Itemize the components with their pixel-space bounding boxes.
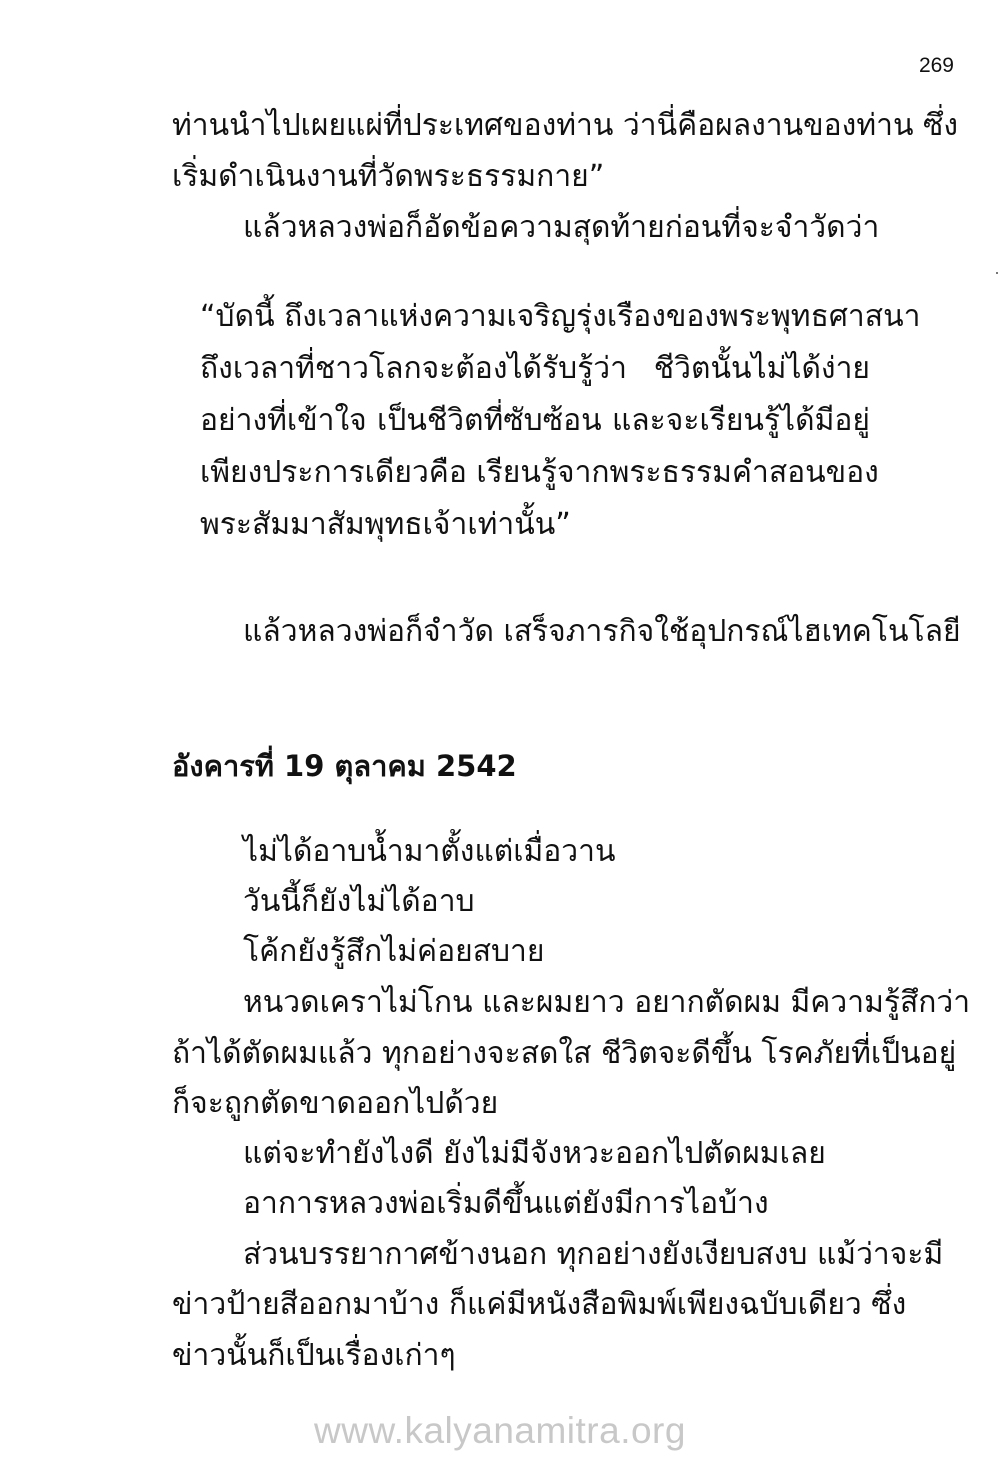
quote-line: เพียงประการเดียวคือ เรียนรู้จากพระธรรมคำสอนของ: [200, 455, 879, 490]
text-line: ท่านนำไปเผยแผ่ที่ประเทศของท่าน ว่านี่คือผลงานของท่าน ซึ่ง: [172, 108, 958, 143]
text-line: แล้วหลวงพ่อก็จำวัด เสร็จภารกิจใช้อุปกรณ์ไฮเทคโนโลยี: [243, 614, 961, 649]
scan-speck: [996, 272, 998, 274]
text-line: อาการหลวงพ่อเริ่มดีขึ้นแต่ยังมีการไอบ้าง: [243, 1186, 769, 1221]
text-line: แต่จะทำยังไงดี ยังไม่มีจังหวะออกไปตัดผมเลย: [243, 1136, 826, 1171]
text-line: แล้วหลวงพ่อก็อัดข้อความสุดท้ายก่อนที่จะจำวัดว่า: [243, 210, 880, 245]
text-line: ส่วนบรรยากาศข้างนอก ทุกอย่างยังเงียบสงบ แม้ว่าจะมี: [243, 1237, 944, 1272]
quote-line: พระสัมมาสัมพุทธเจ้าเท่านั้น”: [200, 507, 571, 542]
page-number: 269: [918, 54, 954, 77]
text-line: หนวดเคราไม่โกน และผมยาว อยากตัดผม มีความรู้สึกว่า: [243, 985, 971, 1020]
watermark-url: www.kalyanamitra.org: [314, 1410, 686, 1451]
text-line: วันนี้ก็ยังไม่ได้อาบ: [243, 884, 475, 919]
text-line: ข่าวนั้นก็เป็นเรื่องเก่าๆ: [172, 1338, 456, 1373]
text-line: ข่าวป้ายสีออกมาบ้าง ก็แค่มีหนังสือพิมพ์เพียงฉบับเดียว ซึ่ง: [172, 1287, 907, 1322]
text-line: เริ่มดำเนินงานที่วัดพระธรรมกาย”: [172, 159, 605, 194]
text-line: โค้กยังรู้สึกไม่ค่อยสบาย: [243, 934, 545, 969]
quote-line: อย่างที่เข้าใจ เป็นชีวิตที่ซับซ้อน และจะเรียนรู้ได้มีอยู่: [200, 403, 870, 438]
text-line: ถ้าได้ตัดผมแล้ว ทุกอย่างจะสดใส ชีวิตจะดีขึ้น โรคภัยที่เป็นอยู่: [172, 1036, 957, 1071]
text-line: ไม่ได้อาบน้ำมาตั้งแต่เมื่อวาน: [243, 834, 616, 869]
date-heading: อังคารที่ 19 ตุลาคม 2542: [172, 749, 517, 783]
quote-line: “บัดนี้ ถึงเวลาแห่งความเจริญรุ่งเรืองของพระพุทธศาสนา: [200, 299, 921, 334]
text-line: ก็จะถูกตัดขาดออกไปด้วย: [172, 1086, 499, 1121]
quote-line: ถึงเวลาที่ชาวโลกจะต้องได้รับรู้ว่า ชีวิตนั้นไม่ได้ง่าย: [200, 351, 870, 386]
